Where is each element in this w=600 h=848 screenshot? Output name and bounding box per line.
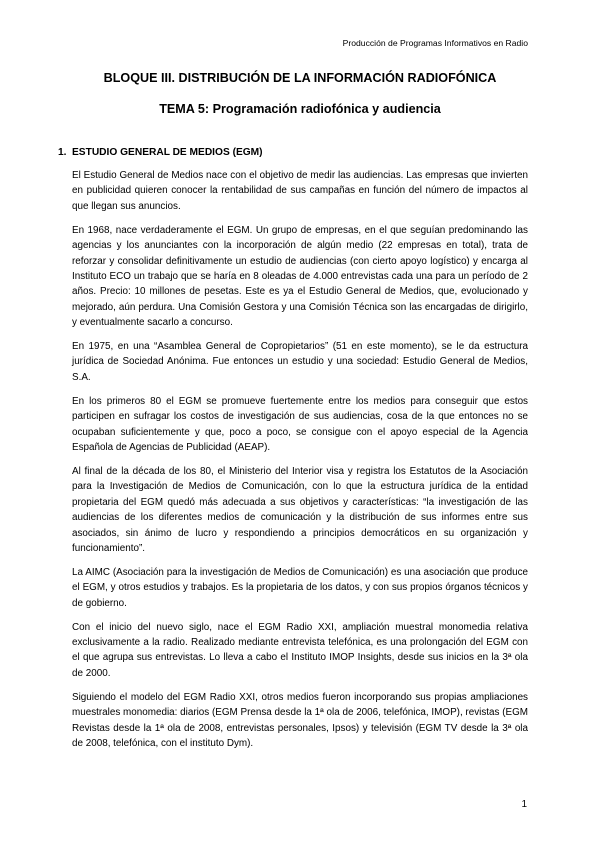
paragraph-80s: En los primeros 80 el EGM se promueve fuertemente entre los medios para conseguir que estos participen en sufragar los costos de investigación de sus audiencias, cosa de la que entonces no se ocupaban suficientemente y que, poco a poco, se consigue con el apoyo especial de la Agencia Española de Agencias de Publicidad (AEAP). — [72, 395, 528, 453]
paragraph-late-80s: Al final de la década de los 80, el Ministerio del Interior visa y registra los Estatutos de la Asociación para la Investigación de Medios de Comunicación, con lo que la estructura jurídica de la entidad propietaria del EGM quedó más adecuada a sus objetivos y características: “la investigación de las audiencias de los diferentes medios de comunicación y la distribución de sus informes entre sus asociados, sin ánimo de lucro y respondiendo a principios democráticos en su organización y funcionamiento”. — [72, 465, 528, 554]
paragraph-egm-radio-xxi: Con el inicio del nuevo siglo, nace el EGM Radio XXI, ampliación muestral monomedia relativa exclusivamente a la radio. Realizado mediante entrevista telefónica, es una prolongación del EGM con el que agrupa sus entrevistas. Lo lleva a cabo el Instituto IMOP Insights, desde sus inicios en la 3ª ola de 2000. — [72, 621, 528, 679]
topic-title: TEMA 5: Programación radiofónica y audiencia — [159, 102, 441, 116]
section-number: 1. — [58, 147, 67, 158]
paragraph-1968: En 1968, nace verdaderamente el EGM. Un grupo de empresas, en el que seguían predominando las agencias y los anunciantes con la incorporación de algún medio (22 empresas en total), trata de reforzar y consolidar definitivamente un estudio de audiencias (con cierto apoyo logístico) y encarga al Instituto ECO un trabajo que se haría en 8 oleadas de 4.000 entrevistas cada una para un período de 2 años. Precio: 10 millones de pesetas. Este es ya el Estudio General de Medios, que, evolucionado y mejorado, aún perdura. Una Comisión Gestora y una Comisión Técnica son las encargadas de dirigirlo, y eventualmente sacarlo a concurso. — [72, 224, 528, 329]
block-title: BLOQUE III. DISTRIBUCIÓN DE LA INFORMACIÓN RADIOFÓNICA — [103, 71, 497, 85]
paragraph-monomedia: Siguiendo el modelo del EGM Radio XXI, otros medios fueron incorporando sus propias ampliaciones muestrales monomedia: diarios (EGM Prensa desde la 1ª ola de 2006, telefónica, IMOP), revistas (EGM Revistas desde la 1ª ola de 2008, entrevistas personales, Ipsos) y televisión (EGM TV desde la 3ª ola de 2008, telefónica, con el instituto Dym). — [72, 691, 528, 749]
page-number: 1 — [521, 799, 527, 810]
paragraph-aimc: La AIMC (Asociación para la investigación de Medios de Comunicación) es una asociación que produce el EGM, y otros estudios y trabajos. Es la propietaria de los datos, y con sus propios órganos técnicos y de gobierno. — [72, 566, 528, 609]
section-title: ESTUDIO GENERAL DE MEDIOS (EGM) — [72, 147, 263, 158]
body-text — [72, 168, 528, 760]
paragraph-1975: En 1975, en una “Asamblea General de Copropietarios” (51 en este momento), se le da estructura jurídica de Sociedad Anónima. Fue entonces un estudio y una sociedad: Estudio General de Medios, S.A. — [72, 341, 528, 383]
section-heading — [58, 147, 263, 158]
running-header: Producción de Programas Informativos en Radio — [342, 38, 528, 48]
paragraph-intro: El Estudio General de Medios nace con el objetivo de medir las audiencias. Las empresas que invierten en publicidad quieren conocer la rentabilidad de sus campañas en función del número de impactos al que llegan sus anuncios. — [72, 170, 528, 212]
